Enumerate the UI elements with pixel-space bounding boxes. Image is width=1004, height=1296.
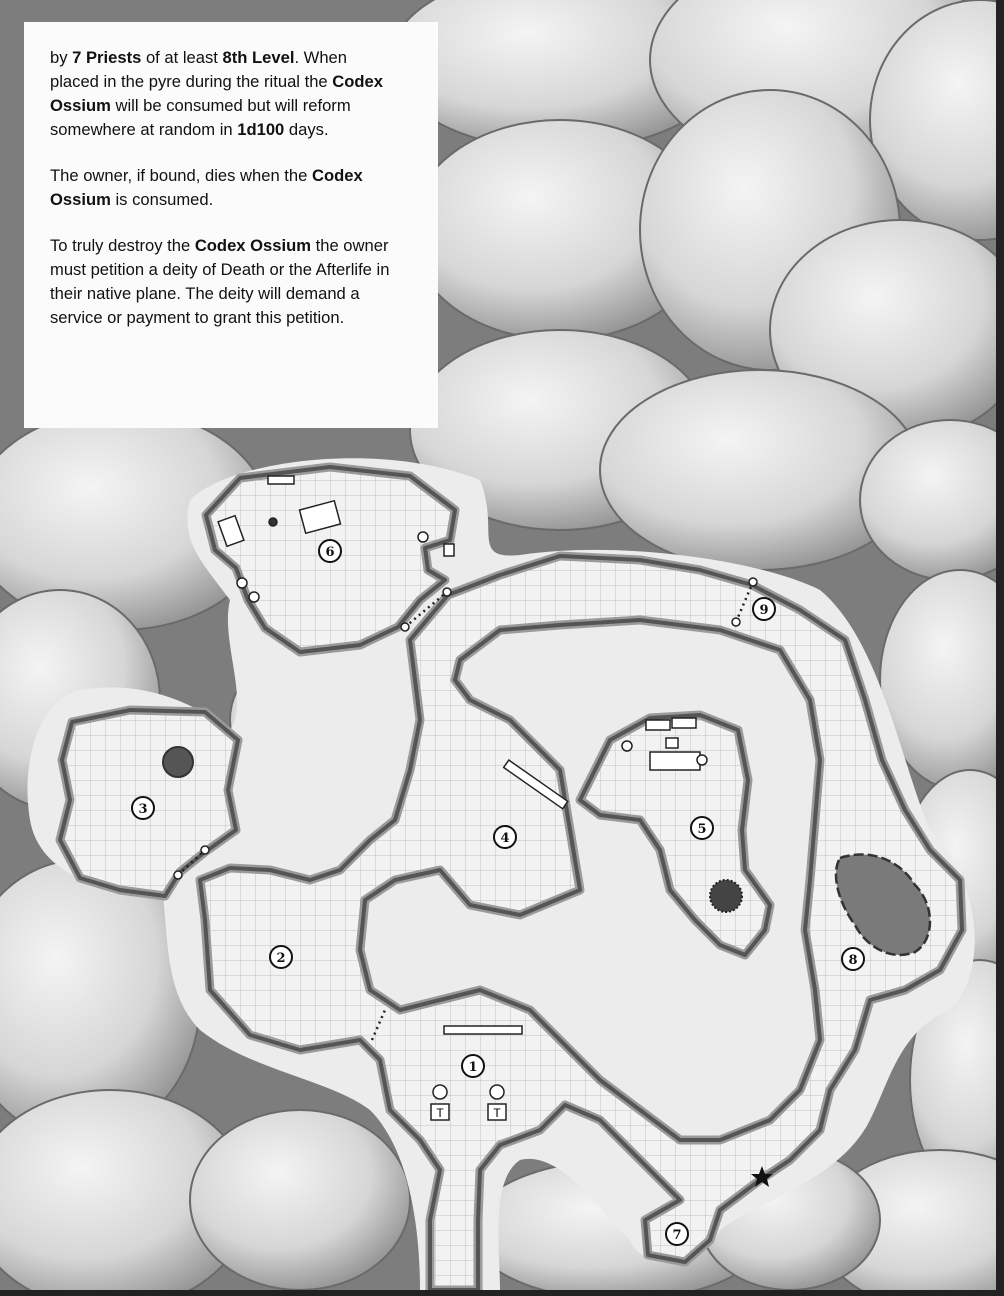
page-edge-bottom [0,1290,1004,1296]
room-1-label [462,1055,484,1077]
trap-marker-left: T [436,1106,444,1120]
room-3-label [132,797,154,819]
room-2-label [270,946,292,968]
paragraph-destroy: To truly destroy the Codex Ossium the owner must petition a deity of Death or the Afterlife in their native plane. The deity will demand a service or payment to grant this petition. [50,236,390,327]
room-5-label-text: 5 [697,822,707,837]
room-9-label [753,598,775,620]
trap-marker-right: T [493,1106,501,1120]
room-6-label [319,540,341,562]
room-6-label-text: 6 [325,545,335,560]
room-2-label-text: 2 [276,951,286,966]
room-8-label [842,948,864,970]
room-8-label-text: 8 [848,953,858,968]
room-9-label-text: 9 [759,603,769,618]
rubble-room-3 [163,747,193,777]
room-1-bench [444,1026,522,1034]
room-7-label [666,1223,688,1245]
page-edge-right [996,0,1004,1296]
room-4-label [494,826,516,848]
room-4-label-text: 4 [500,831,510,846]
room-5-label [691,817,713,839]
rubble-room-5 [710,880,742,912]
room-1-label-text: 1 [468,1060,478,1075]
paragraph-owner: The owner, if bound, dies when the Codex Ossium is consumed. [50,166,363,209]
paragraph-ritual: by 7 Priests of at least 8th Level. When placed in the pyre during the ritual the Codex Ossium will be consumed but will reform somewhere at random in 1d100 days. [50,48,383,139]
room-3-label-text: 3 [138,802,148,817]
room-7-label-text: 7 [672,1228,682,1243]
